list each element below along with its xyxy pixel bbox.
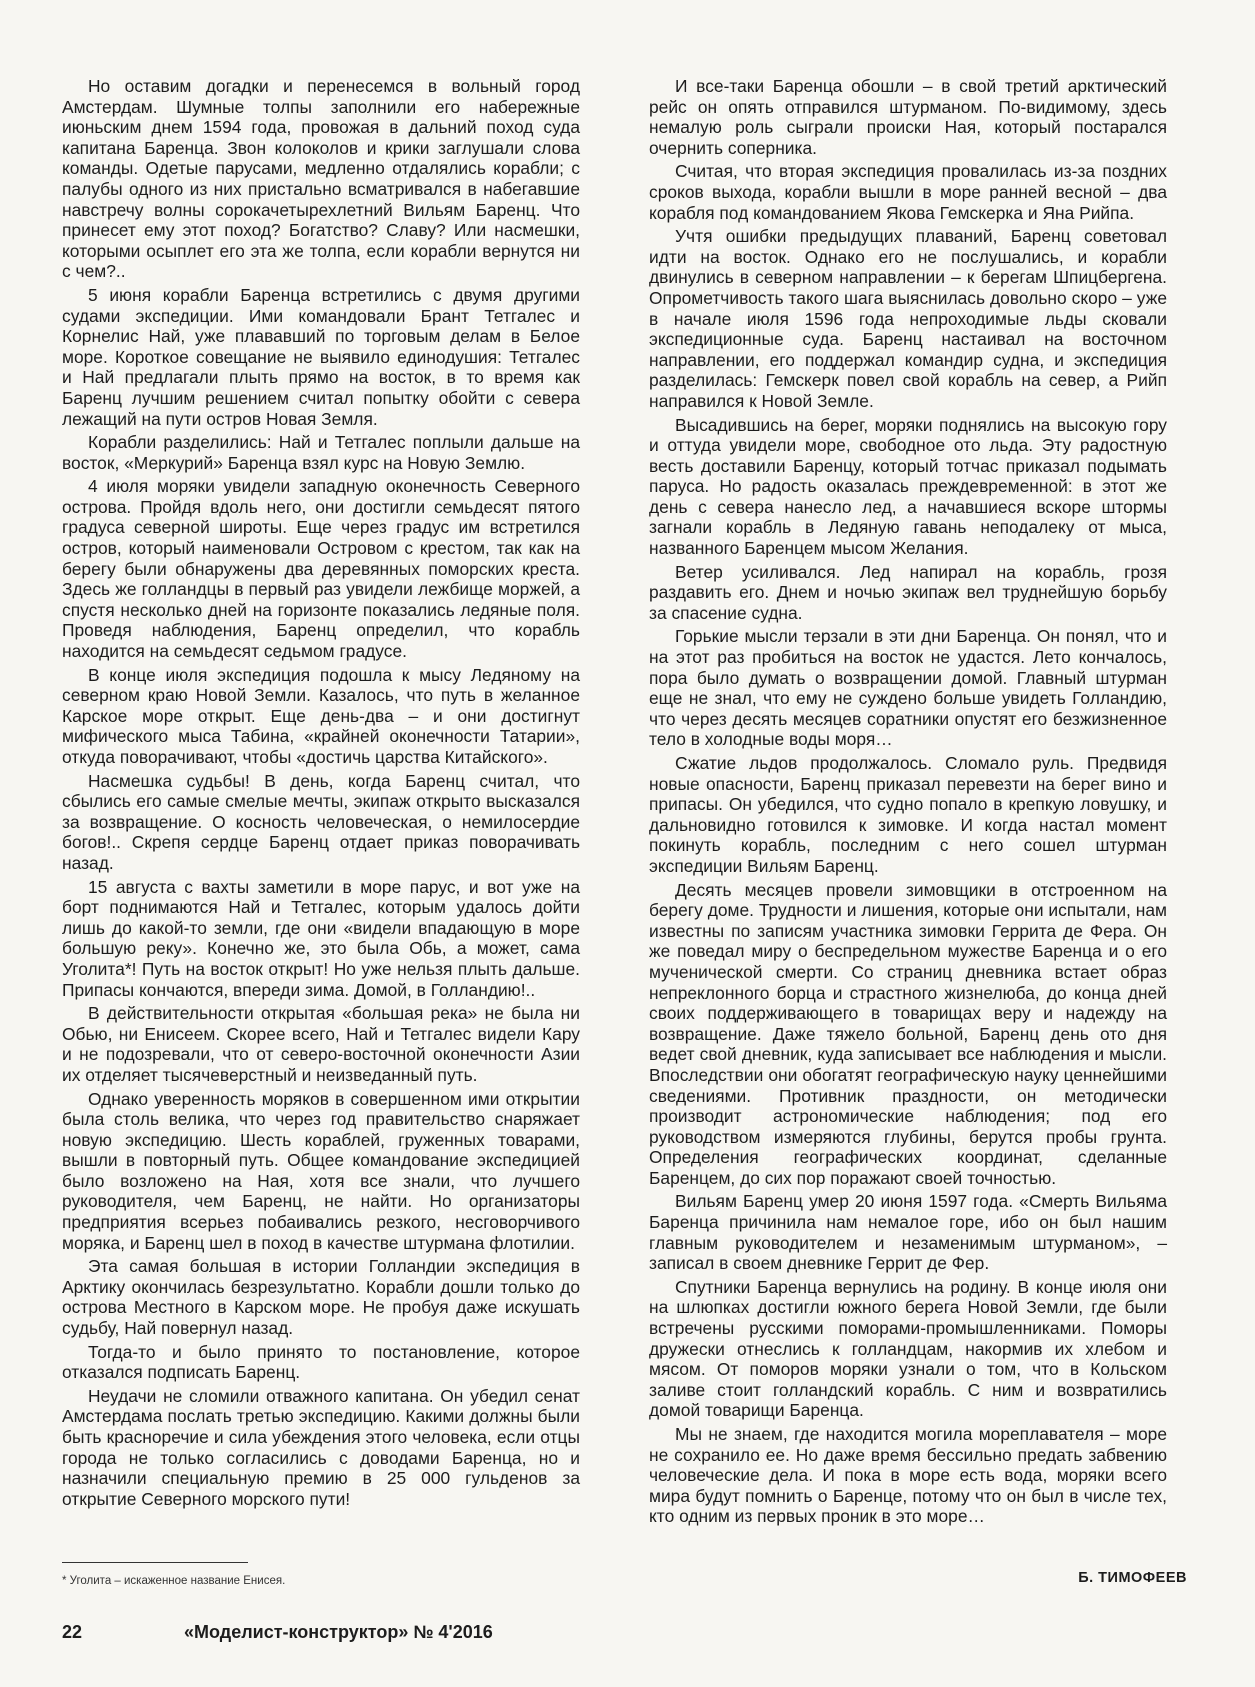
- journal-title: «Моделист-конструктор» № 4'2016: [184, 1622, 493, 1642]
- right-column: [649, 76, 1167, 1530]
- paragraph: Насмешка судьбы! В день, когда Баренц считал, что сбылись его самые смелые мечты, экипаж открыто высказался за возвращение. О косность человеческая, о немилосердие богов!.. Скрепя сердце Баренц отдает приказ поворачивать назад.: [62, 770, 580, 873]
- paragraph: Горькие мысли терзали в эти дни Баренца. Он понял, что и на этот раз пробиться на восток не удастся. Лето кончалось, пора было думать о возвращении домой. Главный штурман еще не знал, что ему не суждено больше увидеть Голландию, что через десять месяцев соратники опустят его безжизненное тело в холодные воды моря…: [649, 626, 1167, 750]
- paragraph: Мы не знаем, где находится могила мореплавателя – море не сохранило ее. Но даже время бессильно предать забвению человеческие дела. И пока в море есть вода, моряки всего мира будут помнить о Баренце, потому что он был в числе тех, кто одним из первых проник в это море…: [649, 1424, 1167, 1527]
- paragraph: Учтя ошибки предыдущих плаваний, Баренц советовал идти на восток. Однако его не послушались, и корабли двинулись в северном направлении – к берегам Шпицбергена. Опрометчивость такого шага выяснилась довольно скоро – уже в начале июля 1596 года непроходимые льды сковали экспедиционные суда. Баренц настаивал на восточном направлении, его поддержал командир судна, и экспедиция разделилась: Гемскерк повел свой корабль на север, а Рийп направился к Новой Земле.: [649, 226, 1167, 411]
- paragraph: В действительности открытая «большая река» не была ни Обью, ни Енисеем. Скорее всего, Най и Тетгалес видели Кару и не подозревали, что от северо-восточной оконечности Азии их отделяет тысячеверстный и неизведанный путь.: [62, 1003, 580, 1085]
- page-number: 22: [62, 1622, 83, 1642]
- paragraph: Но оставим догадки и перенесемся в вольный город Амстердам. Шумные толпы заполнили его набережные июньским днем 1594 года, провожая в дальний поход суда капитана Баренца. Звон колоколов и крики заглушали слова команды. Одетые парусами, медленно отдалялись корабли; с палубы одного из них пристально всматривался в набегавшие навстречу волны сорокачетырехлетний Вильям Баренц. Что принесет ему этот поход? Богатство? Славу? Или насмешки, которыми осыплет его эта же толпа, если корабли вернутся ни с чем?..: [62, 76, 580, 282]
- paragraph: Спутники Баренца вернулись на родину. В конце июля они на шлюпках достигли южного берега Новой Земли, где были встречены русскими поморами-промышленниками. Поморы дружески отнеслись к голландцам, накормив их хлебом и мясом. От поморов моряки узнали о том, что в Кольском заливе стоит голландский корабль. С ним и возвратились домой товарищи Баренца.: [649, 1276, 1167, 1421]
- paragraph: 4 июля моряки увидели западную оконечность Северного острова. Пройдя вдоль него, они достигли семьдесят пятого градуса северной широты. Еще через градус им встретился остров, который наименовали Островом с крестом, так как на берегу были обнаружены два деревянных поморских креста. Здесь же голландцы в первый раз увидели лежбище моржей, а спустя несколько дней на горизонте показались ледяные поля. Проведя наблюдения, Баренц определил, что корабль находится на семьдесят седьмом градусе.: [62, 476, 580, 662]
- footnote-divider: [62, 1562, 248, 1563]
- paragraph: Эта самая большая в истории Голландии экспедиция в Арктику окончилась безрезультатно. Корабли дошли только до острова Местного в Карском море. Не пробуя даже искушать судьбу, Най повернул назад.: [62, 1256, 580, 1339]
- paragraph: Ветер усиливался. Лед напирал на корабль, грозя раздавить его. Днем и ночью экипаж вел труднейшую борьбу за спасение судна.: [649, 561, 1167, 623]
- paragraph: Десять месяцев провели зимовщики в отстроенном на берегу доме. Трудности и лишения, которые они испытали, нам известны по записям участника зимовки Геррита де Фера. Он же поведал миру о беспредельном мужестве Баренца и о его мученической смерти. Со страниц дневника встает образ непреклонного борца и страстного жизнелюба, до конца дней своих поддерживающего в товарищах веру и надежду на возвращение. Даже тяжело больной, Баренц день ото дня ведет свой дневник, куда записывает все наблюдения и мысли. Впоследствии они обогатят географическую науку ценнейшими сведениями. Противник праздности, он методически производит астрономические наблюдения; под его руководством измеряются глубины, берутся пробы грунта. Определения географических координат, сделанные Баренцем, до сих пор поражают своей точностью.: [649, 879, 1167, 1188]
- paragraph: В конце июля экспедиция подошла к мысу Ледяному на северном краю Новой Земли. Казалось, что путь в желанное Карское море открыт. Еще день-два – и они достигнут мифического мыса Табина, «крайней оконечности Татарии», откуда поворачивают, чтобы «достичь царства Китайского».: [62, 664, 580, 767]
- paragraph: Высадившись на берег, моряки поднялись на высокую гору и оттуда увидели море, свободное ото льда. Эту радостную весть доставили Баренцу, который тотчас приказал подымать паруса. Но радость оказалась преждевременной: в этот же день с севера нанесло лед, а начавшиеся вскоре штормы загнали корабль в Ледяную гавань неподалеку от мыса, названного Баренцем мысом Желания.: [649, 414, 1167, 559]
- paragraph: Считая, что вторая экспедиция провалилась из-за поздних сроков выхода, корабли вышли в море ранней весной – два корабля под командованием Якова Гемскерка и Яна Рийпа.: [649, 161, 1167, 223]
- paragraph: Вильям Баренц умер 20 июня 1597 года. «Смерть Вильяма Баренца причинила нам немалое горе, ибо он был нашим главным руководителем и незаменимым штурманом», – записал в своем дневнике Геррит де Фер.: [649, 1191, 1167, 1274]
- paragraph: И все-таки Баренца обошли – в свой третий арктический рейс он опять отправился штурманом. По-видимому, здесь немалую роль сыграли происки Ная, который постарался очернить соперника.: [649, 76, 1167, 158]
- paragraph: Неудачи не сломили отважного капитана. Он убедил сенат Амстердама послать третью экспедицию. Какими должны были быть красноречие и сила убеждения этого человека, если отцы города не только согласились с доводами Баренца, но и назначили специальную премию в 25 000 гульденов за открытие Северного морского пути!: [62, 1385, 580, 1509]
- paragraph: 15 августа с вахты заметили в море парус, и вот уже на борт поднимаются Най и Тетгалес, которым удалось дойти лишь до какой-то земли, где они «видели впадающую в море большую реку». Конечно же, это была Обь, а может, сама Уголита*! Путь на восток открыт! Но уже нельзя плыть дальше. Припасы кончаются, впереди зима. Домой, в Голландию!..: [62, 876, 580, 1000]
- left-column: [62, 76, 580, 1512]
- paragraph: 5 июня корабли Баренца встретились с двумя другими судами экспедиции. Ими командовали Брант Тетгалес и Корнелис Най, уже плававший по торговым делам в Белое море. Короткое совещание не выявило единодушия: Тетгалес и Най предлагали плыть прямо на восток, в то время как Баренц лучшим решением считал попытку обойти с севера лежащий на пути остров Новая Земля.: [62, 284, 580, 429]
- paragraph: Сжатие льдов продолжалось. Сломало руль. Предвидя новые опасности, Баренц приказал перевезти на берег вино и припасы. Он убедился, что судно попало в крепкую ловушку, и дальновидно готовился к зимовке. И когда настал момент покинуть корабль, последним с него сошел штурман экспедиции Вильям Баренц.: [649, 753, 1167, 876]
- paragraph: Тогда-то и было принято то постановление, которое отказался подписать Баренц.: [62, 1341, 580, 1383]
- footnote: * Уголита – искаженное название Енисея.: [62, 1575, 286, 1587]
- paragraph: Однако уверенность моряков в совершенном ими открытии была столь велика, что через год правительство снаряжает новую экспедицию. Шесть кораблей, груженных товарами, вышли в повторный путь. Общее командование экспедицией было возложено на Ная, хотя все знали, что лучшего руководителя, чем Баренц, не найти. Но организаторы предприятия всерьез побаивались резкого, несговорчивого моряка, и Баренц шел в поход в качестве штурмана флотилии.: [62, 1088, 580, 1253]
- paragraph: Корабли разделились: Най и Тетгалес поплыли дальше на восток, «Меркурий» Баренца взял курс на Новую Землю.: [62, 432, 580, 473]
- author-signature: Б. ТИМОФЕЕВ: [1078, 1570, 1187, 1586]
